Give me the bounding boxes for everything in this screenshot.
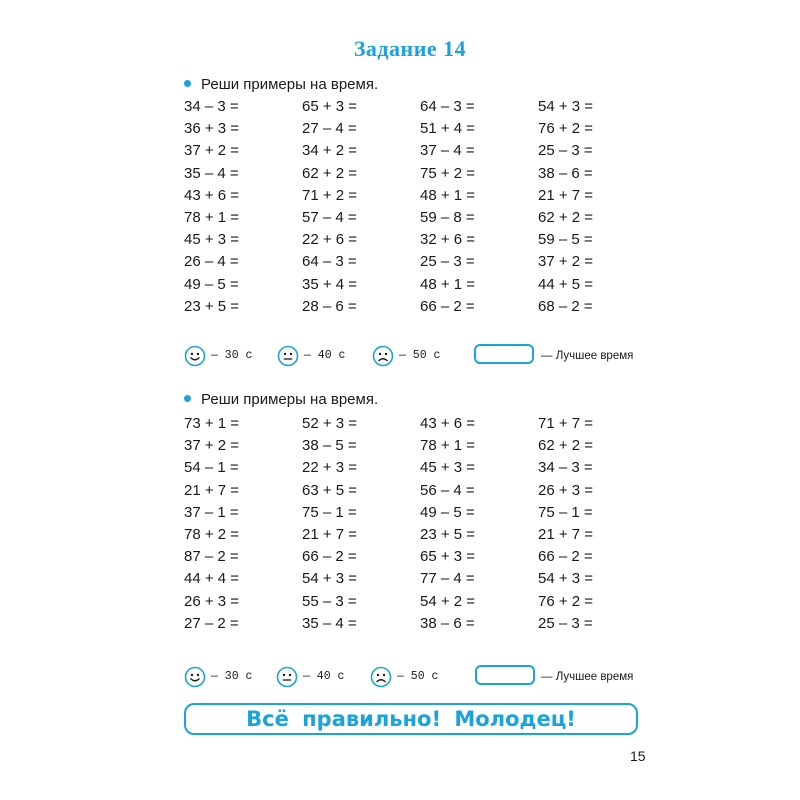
math-problem: 54 + 3 = <box>302 570 358 588</box>
math-problem: 59 – 8 = <box>420 208 475 226</box>
time-sad: — 50 с <box>399 349 441 362</box>
math-problem: 76 + 2 = <box>538 592 594 610</box>
math-problem: 78 + 1 = <box>184 208 240 226</box>
math-problem: 54 + 3 = <box>538 98 594 115</box>
page-title: Задание 14 <box>353 36 467 61</box>
math-problem: 62 + 2 = <box>538 437 594 455</box>
math-problem: 37 + 2 = <box>184 142 240 160</box>
math-problem: 25 – 3 = <box>538 614 593 632</box>
math-problem: 55 – 3 = <box>302 592 357 610</box>
math-problem: 54 – 1 = <box>184 459 239 477</box>
math-problem: 78 + 2 = <box>184 525 240 543</box>
time-happy: — 30 с <box>211 670 253 683</box>
math-problem: 27 – 2 = <box>184 614 239 632</box>
smiley-sad-icon <box>372 345 394 367</box>
math-problem: 54 + 3 = <box>538 570 594 588</box>
math-problem: 35 + 4 = <box>302 275 358 293</box>
math-problem: 59 – 5 = <box>538 231 593 249</box>
math-problem: 65 + 3 = <box>302 98 358 115</box>
math-problem: 48 + 1 = <box>420 275 476 293</box>
math-problem: 21 + 7 = <box>302 525 358 543</box>
math-problem: 75 – 1 = <box>302 503 357 521</box>
success-banner: Всё правильно! Молодец! <box>184 703 638 735</box>
timing-row-2 <box>184 666 664 690</box>
best-time-box[interactable] <box>474 344 534 364</box>
math-problem: 43 + 6 = <box>184 186 240 204</box>
math-problem: 75 – 1 = <box>538 503 593 521</box>
page-number: 15 <box>630 748 646 764</box>
math-problem: 62 + 2 = <box>538 208 594 226</box>
math-problem: 71 + 7 = <box>538 415 594 432</box>
best-time-box[interactable] <box>475 665 535 685</box>
math-problem: 51 + 4 = <box>420 120 476 138</box>
math-problem: 57 – 4 = <box>302 208 357 226</box>
math-problem: 66 – 2 = <box>302 548 357 566</box>
math-problem: 52 + 3 = <box>302 415 358 432</box>
instruction-2: Реши примеры на время. <box>184 391 378 408</box>
timing-row-1 <box>184 345 664 369</box>
math-problem: 27 – 4 = <box>302 120 357 138</box>
math-problem: 49 – 5 = <box>420 503 475 521</box>
math-problem: 64 – 3 = <box>302 253 357 271</box>
math-problem: 38 – 5 = <box>302 437 357 455</box>
best-time-label: — Лучшее время <box>541 671 634 683</box>
math-problem: 66 – 2 = <box>420 297 475 315</box>
math-problem: 37 + 2 = <box>538 253 594 271</box>
math-problem: 68 – 2 = <box>538 297 593 315</box>
math-problem: 49 – 5 = <box>184 275 239 293</box>
math-problem: 22 + 6 = <box>302 231 358 249</box>
math-problem: 65 + 3 = <box>420 548 476 566</box>
time-neutral: — 40 с <box>304 349 346 362</box>
math-problem: 34 – 3 = <box>538 459 593 477</box>
math-problem: 37 + 2 = <box>184 437 240 455</box>
math-problem: 21 + 7 = <box>184 481 240 499</box>
math-problem: 45 + 3 = <box>420 459 476 477</box>
math-problem: 73 + 1 = <box>184 415 240 432</box>
math-problem: 62 + 2 = <box>302 164 358 182</box>
problems-grid-1 <box>184 96 656 318</box>
math-problem: 56 – 4 = <box>420 481 475 499</box>
time-happy: — 30 с <box>211 349 253 362</box>
math-problem: 26 – 4 = <box>184 253 239 271</box>
smiley-happy-icon <box>184 345 206 367</box>
time-neutral: — 40 с <box>303 670 345 683</box>
bullet-icon <box>184 80 191 87</box>
best-time-label: — Лучшее время <box>541 350 634 362</box>
math-problem: 44 + 5 = <box>538 275 594 293</box>
smiley-sad-icon <box>370 666 392 688</box>
math-problem: 21 + 7 = <box>538 186 594 204</box>
math-problem: 25 – 3 = <box>420 253 475 271</box>
math-problem: 75 + 2 = <box>420 164 476 182</box>
math-problem: 37 – 1 = <box>184 503 239 521</box>
math-problem: 77 – 4 = <box>420 570 475 588</box>
math-problem: 78 + 1 = <box>420 437 476 455</box>
math-problem: 38 – 6 = <box>420 614 475 632</box>
math-problem: 34 + 2 = <box>302 142 358 160</box>
math-problem: 36 + 3 = <box>184 120 240 138</box>
math-problem: 71 + 2 = <box>302 186 358 204</box>
math-problem: 48 + 1 = <box>420 186 476 204</box>
math-problem: 26 + 3 = <box>184 592 240 610</box>
math-problem: 21 + 7 = <box>538 525 594 543</box>
time-sad: — 50 с <box>397 670 439 683</box>
math-problem: 43 + 6 = <box>420 415 476 432</box>
problems-grid-2 <box>184 413 656 635</box>
math-problem: 32 + 6 = <box>420 231 476 249</box>
math-problem: 26 + 3 = <box>538 481 594 499</box>
math-problem: 23 + 5 = <box>184 297 240 315</box>
smiley-neutral-icon <box>276 666 298 688</box>
math-problem: 23 + 5 = <box>420 525 476 543</box>
math-problem: 64 – 3 = <box>420 98 475 115</box>
math-problem: 54 + 2 = <box>420 592 476 610</box>
math-problem: 44 + 4 = <box>184 570 240 588</box>
smiley-happy-icon <box>184 666 206 688</box>
math-problem: 35 – 4 = <box>302 614 357 632</box>
math-problem: 34 – 3 = <box>184 98 239 115</box>
math-problem: 28 – 6 = <box>302 297 357 315</box>
math-problem: 66 – 2 = <box>538 548 593 566</box>
math-problem: 76 + 2 = <box>538 120 594 138</box>
math-problem: 63 + 5 = <box>302 481 358 499</box>
math-problem: 37 – 4 = <box>420 142 475 160</box>
math-problem: 87 – 2 = <box>184 548 239 566</box>
math-problem: 25 – 3 = <box>538 142 593 160</box>
math-problem: 38 – 6 = <box>538 164 593 182</box>
math-problem: 35 – 4 = <box>184 164 239 182</box>
smiley-neutral-icon <box>277 345 299 367</box>
instruction-1: Реши примеры на время. <box>184 76 378 93</box>
math-problem: 22 + 3 = <box>302 459 358 477</box>
bullet-icon <box>184 395 191 402</box>
math-problem: 45 + 3 = <box>184 231 240 249</box>
